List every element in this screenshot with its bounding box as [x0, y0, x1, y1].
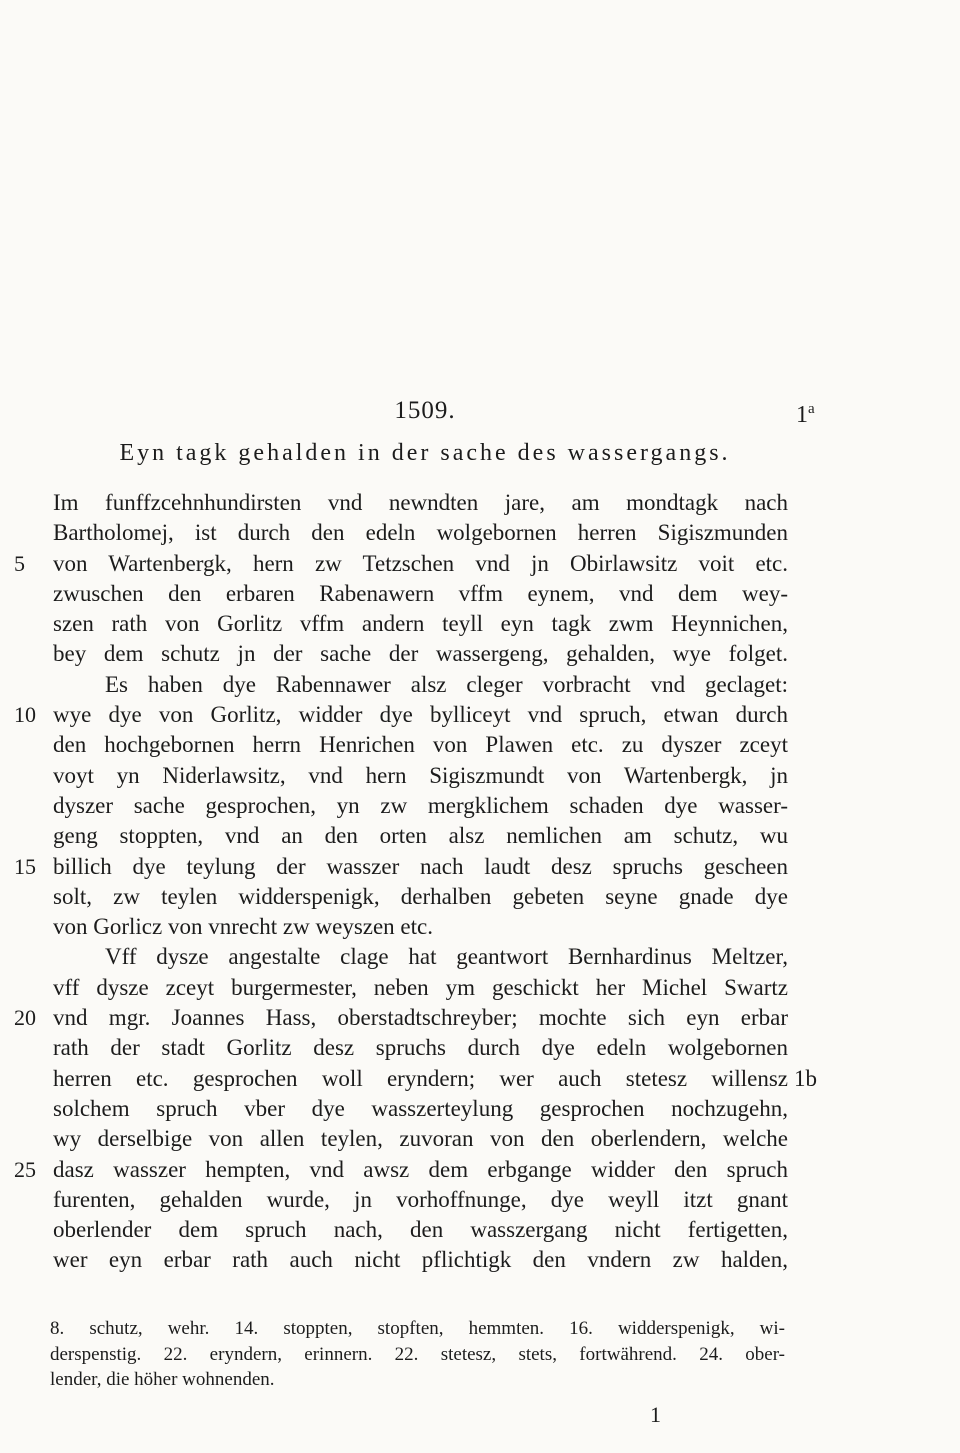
body-line-20: herren etc. gesprochen woll eryndern; wer auch stetesz willensz — [53, 1065, 788, 1091]
body-line-13: billich dye teylung der wasszer nach laudt desz spruchs gescheen — [53, 853, 788, 879]
folio-marker-top — [796, 401, 815, 429]
line-number-10: 10 — [14, 702, 36, 727]
body-line-9: den hochgebornen herrn Henrichen von Plawen etc. zu dyszer zceyt — [53, 732, 788, 758]
body-line-5: szen rath von Gorlitz vffm andern teyll eyn tagk zwm Heynnichen, — [53, 611, 788, 637]
footnotes — [50, 1316, 785, 1393]
line-number-25: 25 — [14, 1157, 36, 1182]
body-line-25: oberlender dem spruch nach, den wasszergang nicht fertigetten, — [53, 1217, 788, 1243]
body-line-3: von Wartenbergk, hern zw Tetzschen vnd jn Obirlawsitz voit etc. — [53, 550, 788, 576]
body-line-7: Es haben dye Rabennawer alsz cleger vorbracht vnd geclaget: — [105, 671, 788, 697]
body-line-4: zwuschen den erbaren Rabenawern vffm eynem, vnd dem wey- — [53, 580, 788, 606]
body-line-12: geng stoppten, vnd an den orten alsz nemlichen am schutz, wu — [53, 823, 788, 849]
footnote-line-3: lender, die höher wohnenden. — [50, 1369, 275, 1390]
body-text — [53, 488, 788, 1276]
line-number-20: 20 — [14, 1005, 36, 1030]
folio-number: 1 — [796, 402, 808, 428]
body-line-16: Vff dysze angestalte clage hat geantwort Bernhardinus Meltzer, — [105, 944, 788, 970]
folio-side-letter: b — [805, 1066, 817, 1091]
body-line-1: Im funffzcehnhundirsten vnd newndten jare, am mondtagk nach — [53, 490, 788, 515]
footnote-line-1: 8. schutz, wehr. 14. stoppten, stopften, hemmten. 16. widderspenigk, wi- — [50, 1318, 785, 1339]
body-line-24: furenten, gehalden wurde, jn vorhoffnunge, dye weyll itzt gnant — [53, 1186, 788, 1212]
body-line-18: vnd mgr. Joannes Hass, oberstadtschreyber; mochte sich eyn erbar — [53, 1005, 788, 1031]
signature-mark: 1 — [650, 1402, 661, 1427]
folio-side-number: 1 — [794, 1066, 806, 1091]
body-line-14: solt, zw teylen widderspenigk, derhalben gebeten seyne gnade dye — [53, 883, 788, 909]
line-number-5: 5 — [14, 551, 25, 576]
body-line-6: bey dem schutz jn der sache der wassergeng, gehalden, wye folget. — [53, 641, 788, 667]
folio-marker-side — [794, 1064, 817, 1094]
footnote-line-2: derspenstig. 22. eryndern, erinnern. 22. stetesz, stets, fortwährend. 24. ober- — [50, 1343, 785, 1365]
body-line-19: rath der stadt Gorlitz desz spruchs durch dye edeln wolgebornen — [53, 1035, 788, 1061]
body-line-23: dasz wasszer hempten, vnd awsz dem erbgange widder den spruch — [53, 1156, 788, 1182]
document-title: Eyn tagk gehalden in der sache des wassergangs. — [119, 440, 731, 466]
body-line-26: wer eyn erbar rath auch nicht pflichtigk den vndern zw halden, — [53, 1247, 788, 1273]
body-line-17: vff dysze zceyt burgermester, neben ym geschickt her Michel Swartz — [53, 974, 788, 1000]
line-number-15: 15 — [14, 854, 36, 879]
body-line-2: Bartholomej, ist durch den edeln wolgebornen herren Sigiszmunden — [53, 520, 788, 546]
body-line-8: wye dye von Gorlitz, widder dye bylliceyt vnd spruch, etwan durch — [53, 702, 788, 728]
body-line-21: solchem spruch vber dye wasszerteylung gesprochen nochzugehn, — [53, 1095, 788, 1121]
folio-side: a — [808, 401, 815, 417]
year-heading: 1509. — [394, 397, 456, 424]
body-line-15: von Gorlicz von vnrecht zw weyszen etc. — [53, 914, 433, 940]
body-line-10: voyt yn Niderlawsitz, vnd hern Sigiszmundt von Wartenbergk, jn — [53, 762, 788, 788]
body-line-22: wy derselbige von allen teylen, zuvoran von den oberlendern, welche — [53, 1126, 788, 1152]
body-line-11: dyszer sache gesprochen, yn zw mergklichem schaden dye wasser- — [53, 792, 788, 818]
